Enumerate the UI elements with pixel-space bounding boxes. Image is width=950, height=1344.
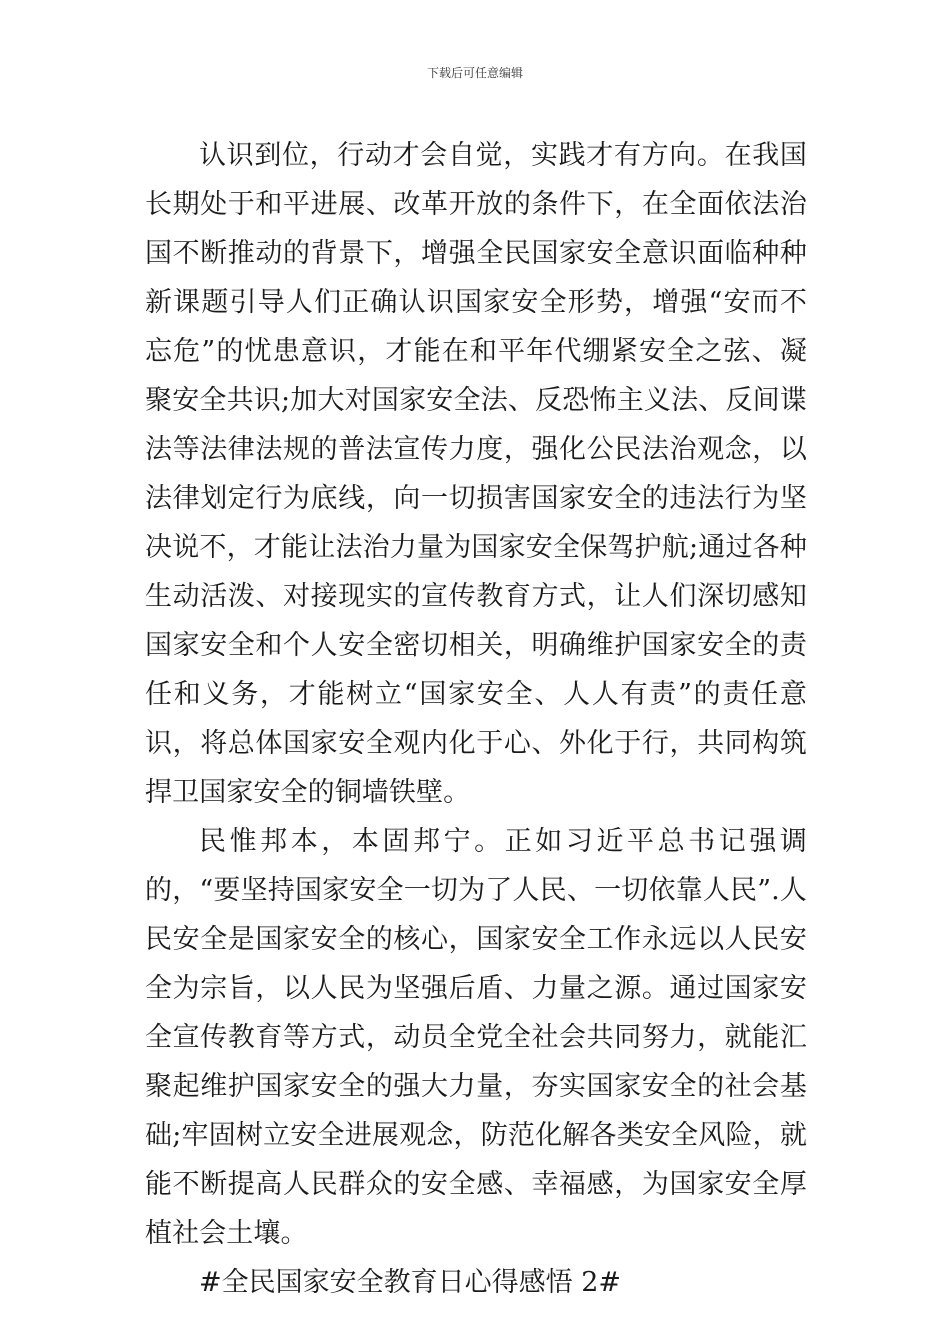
document-body (145, 131, 807, 1307)
paragraph-2: 民惟邦本，本固邦宁。正如习近平总书记强调的，“要坚持国家安全一切为了人民、一切依靠人民”.人民安全是国家安全的核心，国家安全工作永远以人民安全为宗旨，以人民为坚强后盾、力量之源。通过国家安全宣传教育等方式，动员全党全社会共同努力，就能汇聚起维护国家安全的强大力量，夯实国家安全的社会基础;牢固树立安全进展观念，防范化解各类安全风险，就能不断提高人民群众的安全感、幸福感，为国家安全厚植社会土壤。 (145, 826, 807, 1249)
paragraph-1: 认识到位，行动才会自觉，实践才有方向。在我国长期处于和平进展、改革开放的条件下，在全面依法治国不断推动的背景下，增强全民国家安全意识面临种种新课题引导人们正确认识国家安全形势，增强“安而不忘危”的忧患意识，才能在和平年代绷紧安全之弦、凝聚安全共识;加大对国家安全法、反恐怖主义法、反间谍法等法律法规的普法宣传力度，强化公民法治观念，以法律划定行为底线，向一切损害国家安全的违法行为坚决说不，才能让法治力量为国家安全保驾护航;通过各种生动活泼、对接现实的宣传教育方式，让人们深切感知国家安全和个人安全密切相关，明确维护国家安全的责任和义务，才能树立“国家安全、人人有责”的责任意识，将总体国家安全观内化于心、外化于行，共同构筑捍卫国家安全的铜墙铁壁。 (145, 140, 807, 808)
page-header-note: 下载后可任意编辑 (426, 66, 523, 80)
section-heading: #全民国家安全教育日心得感悟 2# (199, 1267, 622, 1298)
